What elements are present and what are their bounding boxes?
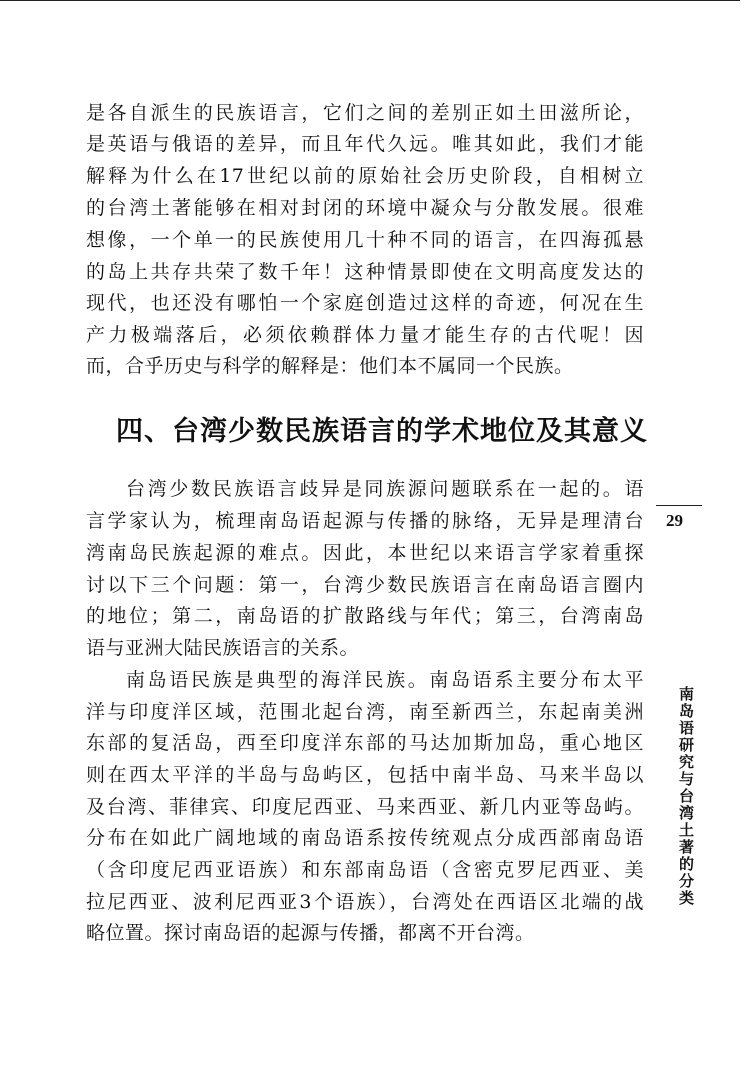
running-title: 南岛语研究与台湾土著的分类 — [677, 686, 695, 907]
page-number: 29 — [666, 511, 683, 530]
text-line: 而，合乎历史与科学的解释是：他们本不属同一个民族。 — [86, 355, 574, 377]
text-line: 拉尼西亚、波利尼西亚3个语族），台湾处在西语区北端的战 — [86, 891, 644, 913]
text-line: 言学家认为，梳理南岛语起源与传播的脉络，无异是理清台 — [86, 510, 644, 532]
text-line: 分布在如此广阔地域的南岛语系按传统观点分成西部南岛语 — [86, 827, 644, 849]
text-line: 的岛上共存共荣了数千年！这种情景即使在文明高度发达的 — [86, 261, 644, 283]
text-line: 台湾少数民族语言歧异是同族源问题联系在一起的。语 — [126, 478, 644, 500]
text-line: 产力极端落后，必须依赖群体力量才能生存的古代呢！因 — [86, 324, 644, 346]
text-line: 湾南岛民族起源的难点。因此，本世纪以来语言学家着重探 — [86, 542, 644, 564]
top-border-line — [0, 0, 740, 1]
text-line: 的台湾土著能够在相对封闭的环境中凝众与分散发展。很难 — [86, 197, 644, 219]
text-line: 是英语与俄语的差异，而且年代久远。唯其如此，我们才能 — [86, 133, 644, 155]
text-line: 语与亚洲大陆民族语言的关系。 — [86, 637, 360, 659]
text-line: 南岛语民族是典型的海洋民族。南岛语系主要分布太平 — [126, 669, 644, 691]
text-line: 讨以下三个问题：第一，台湾少数民族语言在南岛语言圈内 — [86, 574, 644, 596]
section-heading: 四、台湾少数民族语言的学术地位及其意义 — [116, 416, 648, 447]
text-line: 的地位；第二，南岛语的扩散路线与年代；第三，台湾南岛 — [86, 605, 644, 627]
text-line: 解释为什么在17世纪以前的原始社会历史阶段，自相树立 — [86, 165, 644, 187]
page-number-rule — [656, 505, 702, 506]
text-line: 洋与印度洋区域，范围北起台湾，南至新西兰，东起南美洲 — [86, 701, 644, 723]
text-line: 现代，也还没有哪怕一个家庭创造过这样的奇迹，何况在生 — [86, 292, 644, 314]
text-line: 略位置。探讨南岛语的起源与传播，都离不开台湾。 — [86, 922, 535, 944]
text-line: 东部的复活岛，西至印度洋东部的马达加斯加岛，重心地区 — [86, 732, 644, 754]
text-line: 则在西太平洋的半岛与岛屿区，包括中南半岛、马来半岛以 — [86, 764, 644, 786]
text-line: （含印度尼西亚语族）和东部南岛语（含密克罗尼西亚、美 — [86, 859, 644, 881]
text-line: 及台湾、菲律宾、印度尼西亚、马来西亚、新几内亚等岛屿。 — [86, 796, 644, 818]
text-line: 是各自派生的民族语言，它们之间的差别正如土田滋所论， — [86, 102, 644, 124]
text-line: 想像，一个单一的民族使用几十种不同的语言，在四海孤悬 — [86, 229, 644, 251]
